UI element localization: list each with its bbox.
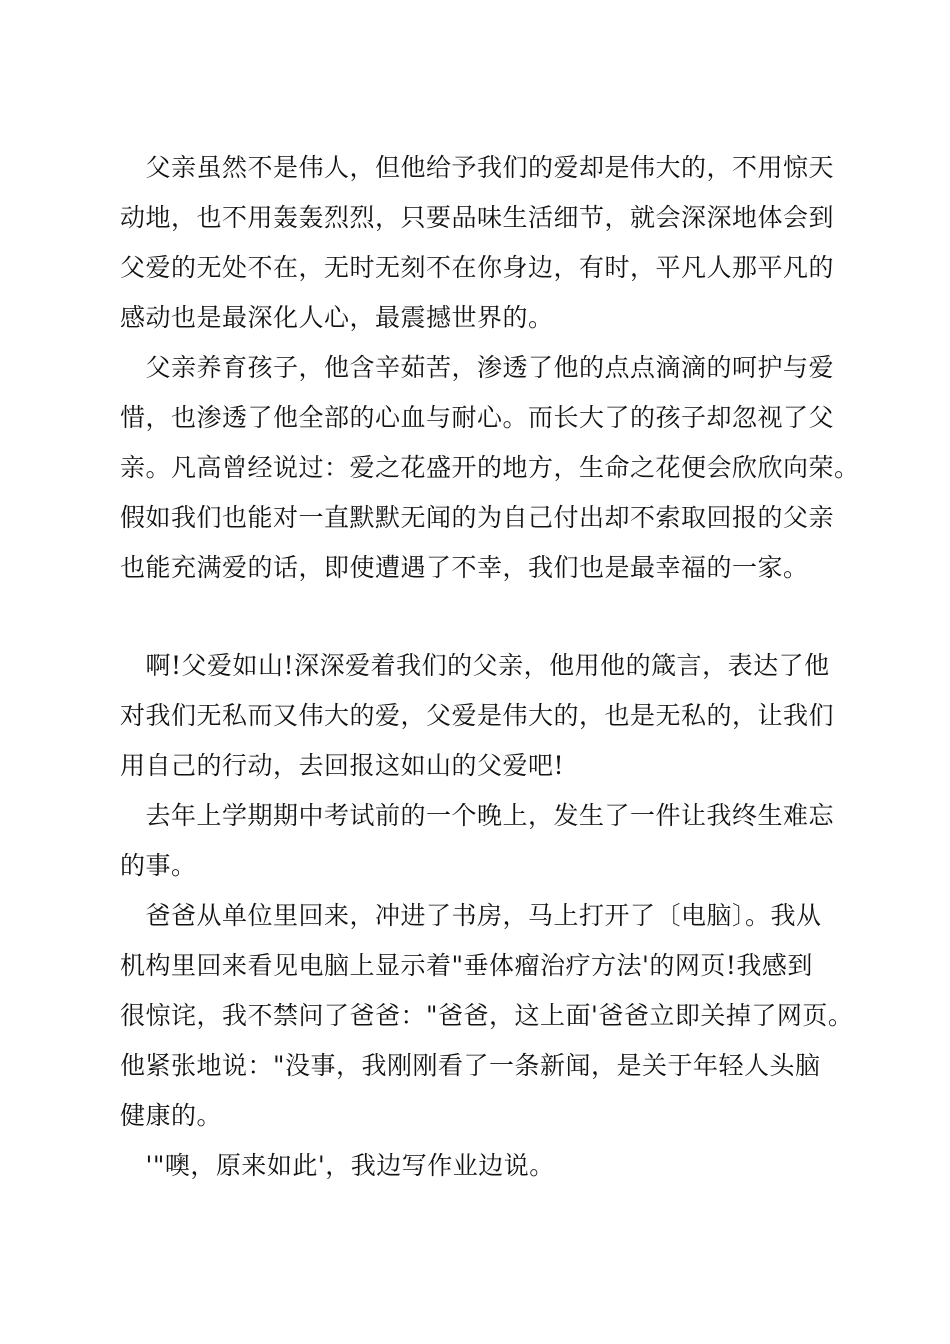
paragraph-line: '"噢，原来如此'，我边写作业边说。 [120,1151,555,1180]
paragraph-line: 亲。凡高曾经说过：爱之花盛开的地方，生命之花便会欣欣向荣。 [120,453,860,482]
paragraph-line: 健康的。 [120,1101,223,1130]
paragraph-line: 父亲养育孩子，他含辛茹苦，渗透了他的点点滴滴的呵护与爱 [120,353,835,382]
paragraph-line: 机构里回来看见电脑上显示着"垂体瘤治疗方法'的网页!我感到 [120,951,813,980]
paragraph-line: 很惊诧，我不禁问了爸爸："爸爸，这上面'爸爸立即关掉了网页。 [120,1001,854,1030]
paragraph-line: 啊!父爱如山!深深爱着我们的父亲，他用他的箴言，表达了他 [120,651,830,680]
paragraph-line: 爸爸从单位里回来，冲进了书房，马上打开了〔电脑〕。我从 [120,901,822,930]
paragraph-line: 去年上学期期中考试前的一个晚上，发生了一件让我终生难忘 [120,801,835,830]
paragraph-line: 对我们无私而又伟大的爱，父爱是伟大的，也是无私的，让我们 [120,701,835,730]
paragraph-line: 父爱的无处不在，无时无刻不在你身边，有时，平凡人那平凡的 [120,253,835,282]
paragraph-line: 他紧张地说："没事，我刚刚看了一条新闻，是关于年轻人头脑 [120,1051,821,1080]
paragraph-line: 也能充满爱的话，即使遭遇了不幸，我们也是最幸福的一家。 [120,553,809,582]
paragraph-line: 父亲虽然不是伟人，但他给予我们的爱却是伟大的，不用惊天 [120,153,835,182]
paragraph-line: 感动也是最深化人心，最震撼世界的。 [120,303,554,332]
paragraph-line: 用自己的行动，去回报这如山的父爱吧! [120,751,565,780]
paragraph-line: 动地，也不用轰轰烈烈，只要品味生活细节，就会深深地体会到 [120,203,835,232]
paragraph-line: 的事。 [120,851,197,880]
paragraph-line: 假如我们也能对一直默默无闻的为自己付出却不索取回报的父亲 [120,503,835,532]
paragraph-line: 惜，也渗透了他全部的心血与耐心。而长大了的孩子却忽视了父 [120,403,835,432]
